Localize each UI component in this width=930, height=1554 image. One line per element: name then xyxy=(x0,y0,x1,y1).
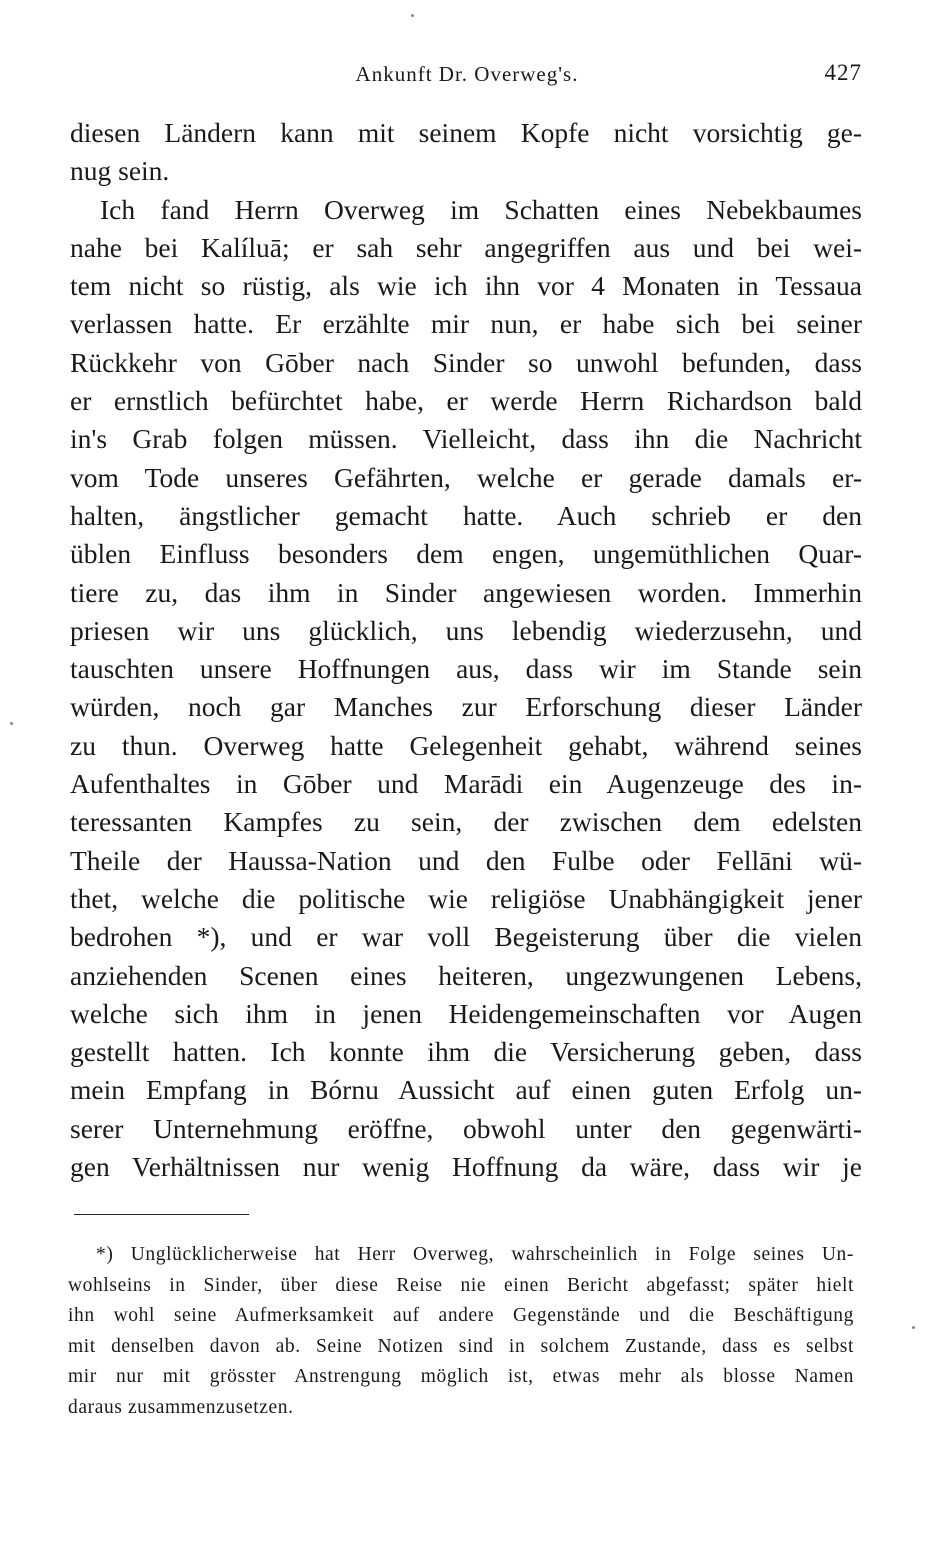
ink-speck xyxy=(912,1326,915,1329)
text-line: verlassen hatte. Er erzählte mir nun, er habe sich bei seiner xyxy=(70,308,862,340)
text-line: anziehenden Scenen eines heiteren, ungezwungenen Lebens, xyxy=(70,959,862,991)
body-text xyxy=(70,114,862,1186)
text-line: würden, noch gar Manches zur Erforschung dieser Länder xyxy=(70,691,862,723)
text-line: halten, ängstlicher gemacht hatte. Auch schrieb er den xyxy=(70,499,862,531)
footnote-line: daraus zusammenzusetzen. xyxy=(68,1396,294,1418)
text-line: gen Verhältnissen nur wenig Hoffnung da wäre, dass wir je xyxy=(70,1151,862,1183)
text-line: welche sich ihm in jenen Heidengemeinschaften vor Augen xyxy=(70,997,862,1029)
text-line: üblen Einfluss besonders dem engen, ungemüthlichen Quar- xyxy=(70,538,862,570)
text-line: Ich fand Herrn Overweg im Schatten eines Nebekbaumes xyxy=(100,193,862,225)
text-line: bedrohen *), und er war voll Begeisterung über die vielen xyxy=(70,921,862,953)
footnote-line: mit denselben davon ab. Seine Notizen sind in solchem Zustande, dass es selbst xyxy=(68,1335,854,1357)
footnote-line: *) Unglücklicherweise hat Herr Overweg, wahrscheinlich in Folge seines Un- xyxy=(96,1244,854,1265)
text-line: er ernstlich befürchtet habe, er werde Herrn Richardson bald xyxy=(70,385,862,417)
footnote-line: wohlseins in Sinder, über diese Reise nie einen Bericht abgefasst; später hielt xyxy=(68,1274,854,1296)
text-line: zu thun. Overweg hatte Gelegenheit gehabt, während seines xyxy=(70,729,862,761)
text-line: serer Unternehmung eröffne, obwohl unter den gegenwärti- xyxy=(70,1112,862,1144)
text-line: Rückkehr von Gōber nach Sinder so unwohl befunden, dass xyxy=(70,346,862,378)
page-number: 427 xyxy=(824,60,862,85)
footnote-line: ihn wohl seine Aufmerksamkeit auf andere Gegenstände und die Beschäftigung xyxy=(68,1305,854,1326)
footnote-rule xyxy=(74,1214,249,1215)
text-line: Theile der Haussa-Nation und den Fulbe oder Fellāni wü- xyxy=(70,844,862,876)
footnote-line: mir nur mit grösster Anstrengung möglich ist, etwas mehr als blosse Namen xyxy=(68,1366,854,1387)
text-line: thet, welche die politische wie religiöse Unabhängigkeit jener xyxy=(70,882,862,914)
text-line: in's Grab folgen müssen. Vielleicht, dass ihn die Nachricht xyxy=(70,423,862,455)
text-line: teressanten Kampfes zu sein, der zwischen dem edelsten xyxy=(70,806,862,838)
text-line: tem nicht so rüstig, als wie ich ihn vor 4 Monaten in Tessaua xyxy=(70,270,862,302)
text-line: tiere zu, das ihm in Sinder angewiesen worden. Immerhin xyxy=(70,576,862,608)
page-header xyxy=(72,60,862,96)
text-line: Aufenthaltes in Gōber und Marādi ein Augenzeuge des in- xyxy=(70,768,862,800)
ink-speck xyxy=(411,14,414,17)
text-line: nahe bei Kalíluā; er sah sehr angegriffen aus und bei wei- xyxy=(70,231,862,263)
footnote xyxy=(68,1240,854,1423)
ink-speck xyxy=(10,722,13,725)
text-line: priesen wir uns glücklich, uns lebendig wiederzusehn, und xyxy=(70,614,862,646)
text-line: mein Empfang in Bórnu Aussicht auf einen guten Erfolg un- xyxy=(70,1074,862,1106)
text-line: vom Tode unseres Gefährten, welche er gerade damals er- xyxy=(70,461,862,493)
text-line: tauschten unsere Hoffnungen aus, dass wir im Stande sein xyxy=(70,653,862,685)
text-line: nug sein. xyxy=(70,155,170,187)
running-title: Ankunft Dr. Overweg's. xyxy=(355,62,579,86)
text-line: gestellt hatten. Ich konnte ihm die Versicherung geben, dass xyxy=(70,1036,862,1068)
text-line: diesen Ländern kann mit seinem Kopfe nicht vorsichtig ge- xyxy=(70,117,862,148)
